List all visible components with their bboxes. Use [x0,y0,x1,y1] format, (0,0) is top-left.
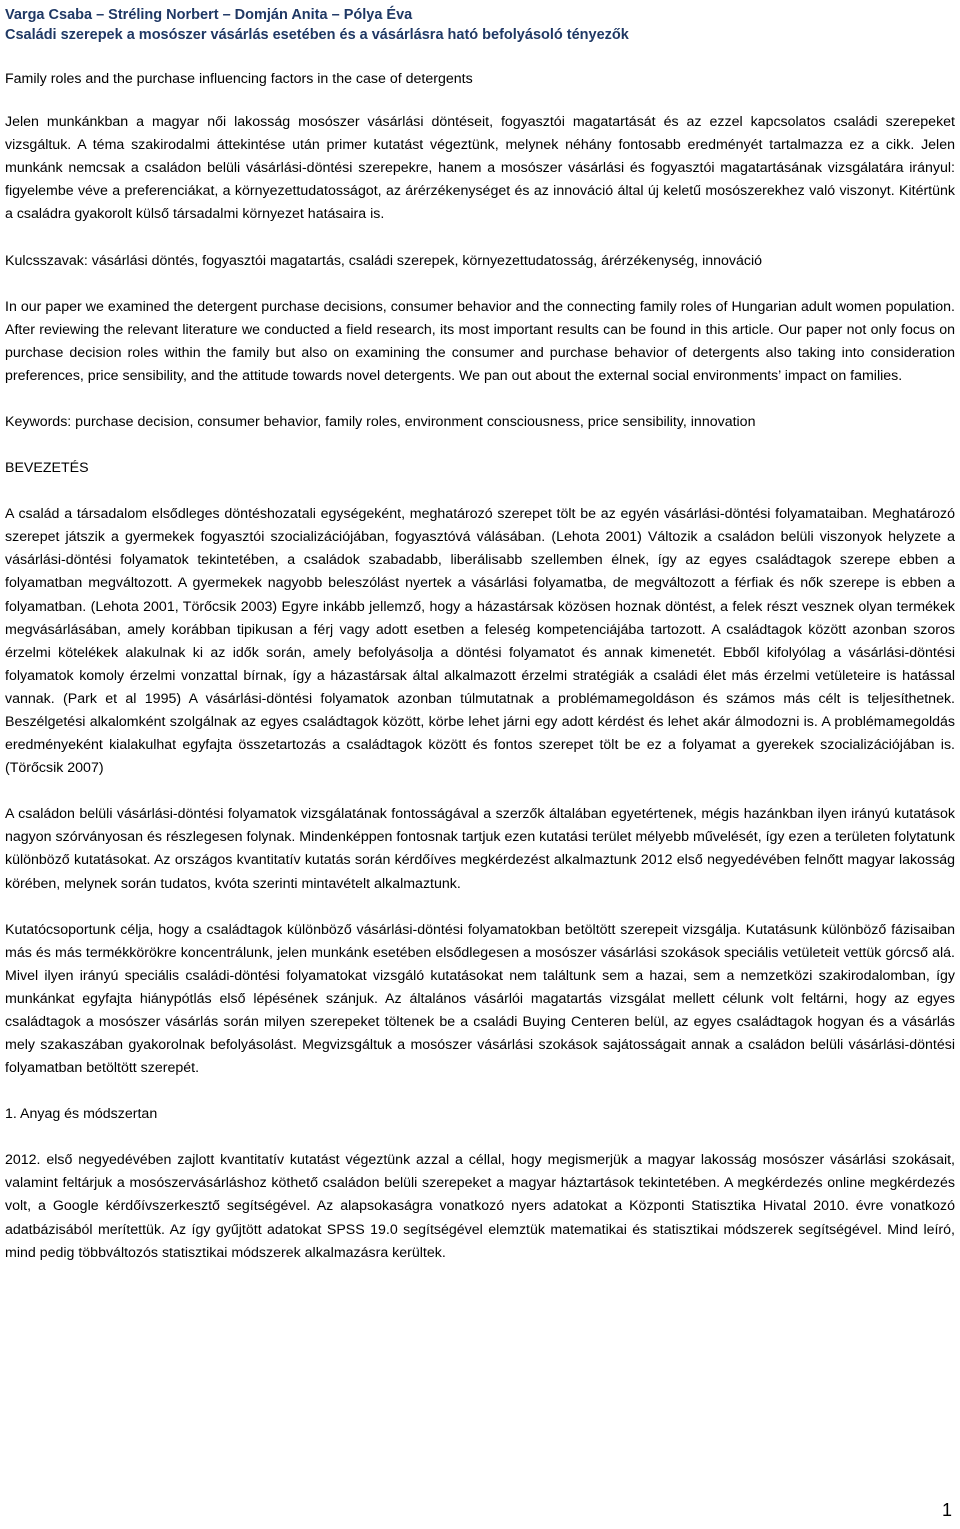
keywords-english: Keywords: purchase decision, consumer behavior, family roles, environment consciousness, price sensibility, innovation [5,414,756,431]
intro-paragraph: A családon belüli vásárlási-döntési folyamatok vizsgálatának fontosságával a szerzők általában egyetértenek, mégis hazánkban ilyen irányú kutatások nagyon szórványosan és részlegesen folynak. Mindenképpen fontosnak tartjuk ezen kutatási terület mélyebb művelését, így ezen a területen folytatunk különböző kutatásokat. Az országos kvantitatív kutatás során kérdőíves megkérdezést alkalmaztunk 2012 első negyedévében felnőtt magyar lakosság körében, melynek során tudatos, kvóta szerinti mintavételt alkalmaztunk. [5,806,955,892]
intro-paragraph: A család a társadalom elsődleges döntéshozatali egységeként, meghatározó szerepet tölt be az egyén vásárlási-döntési folyamataiban. Meghatározó szerepet játszik a gyermekek fogyasztói szocializációjában, fogyasztóvá válásában. (Lehota 2001) Változik a családon belüli viszonyok helyzete a vásárlási-döntési folyamatok tekintetében, a családok szabadabb, liberálisabb szellemben élnek, így az egyes családtagok szerepe ebben a folyamatban megváltozott. A gyermekek nagyobb beleszólást nyertek a vásárlási folyamatba, de megváltozott a férfiak és nők szerepe is ebben a folyamatban. (Lehota 2001, Törőcsik 2003) Egyre inkább jellemző, hogy a házastársak közösen hoznak döntést, a felek részt vesznek olyan termékek megvásárlásában, amely korábban tipikusan a férj vagy adott esetben a feleség kompetenciájába tartozott. A családtagok között azonban szoros érzelmi kötelékek alakulnak ki az idők során, amely befolyásolja a döntési folyamatot és annak kimenetét. Ebből kifolyólag a vásárlási-döntési folyamatok komoly érzelmi vonzattal bírnak, így a házastársak által alkalmazott érzelmi stratégiák a családi élet más érzelmi vetületeire is hatással vannak. (Park et al 1995) A vásárlási-döntési folyamatok azonban túlmutatnak a problémamegoldáson és számos más célt is teljesíthetnek. Beszélgetési alkalomként szolgálnak az egyes családtagok között, körbe lehet járni egy adott kérdést és lehet akár álmodozni is. A problémamegoldás eredményeként kialakulhat egyfajta összetartozás a családtagok között és fontos szerepet tölt be ez a folyamat a gyerekek szocializációjában is. (Törőcsik 2007) [5,506,955,777]
document-page [5,0,955,1265]
paper-title-en: Family roles and the purchase influencing factors in the case of detergents [5,71,473,87]
author-line: Varga Csaba – Stréling Norbert – Domján Anita – Pólya Éva [5,7,413,23]
section-heading-intro: BEVEZETÉS [5,460,89,477]
abstract-english: In our paper we examined the detergent purchase decisions, consumer behavior and the connecting family roles of Hungarian adult women population. After reviewing the relevant literature we conducted a field research, its most important results can be found in this article. Our paper not only focus on purchase decision roles within the family but also on examining the consumer and purchase behavior of detergents also taking into consideration preferences, price sensibility, and the attitude towards novel detergents. We pan out about the external social environments’ impact on families. [5,298,955,384]
paper-title-hu: Családi szerepek a mosószer vásárlás esetében és a vásárlásra ható befolyásoló tényezők [5,27,629,43]
keywords-hungarian: Kulcsszavak: vásárlási döntés, fogyasztói magatartás, családi szerepek, környezettudatosság, árérzékenység, innováció [5,252,763,269]
page-number: 1 [941,1500,952,1520]
abstract-hungarian: Jelen munkánkban a magyar női lakosság mosószer vásárlási döntéseit, fogyasztói magatartását és az ezzel kapcsolatos családi szerepeket vizsgáltuk. A téma szakirodalmi áttekintése után primer kutatást végeztünk, melynek néhány fontosabb eredményét tartalmazza ez a cikk. Jelen munkánk nemcsak a családon belüli vásárlási-döntési szerepekre, hanem a mosószer vásárlási és fogyasztói magatartásának vizsgálatára irányul: figyelembe véve a preferenciákat, a környezettudatosságot, az árérzékenységet és az innováció által új keletű mosószerekhez való viszonyt. Kitértünk a családra gyakorolt külső társadalmi környezet hatásaira is. [5,114,955,223]
intro-paragraph: Kutatócsoportunk célja, hogy a családtagok különböző vásárlási-döntési folyamatokban betöltött szerepeit vizsgálja. Kutatásunk különböző fázisaiban más és más termékkörökre koncentrálunk, jelen munkánk esetében elsődlegesen a mosószer vásárlási szokások speciális vetületeit vettük górcső alá. Mivel ilyen irányú speciális családi-döntési folyamatokat vizsgáló kutatásokat nem találtunk sem a hazai, sem a nemzetközi szakirodalomban, így munkánkat egyfajta hiánypótlás első lépésének szánjuk. Az általános vásárlói magatartás vizsgálat mellett célunk volt feltárni, hogy az egyes családtagok a mosószer vásárlás során milyen szerepeket töltenek be a családi Buying Centeren belül, az egyes családtagok hogyan és a vásárlás mely szakaszában gyakorolnak befolyásolást. Megvizsgáltuk a mosószer vásárlási szokások sajátosságait annak a családon belüli vásárlási-döntési folyamatban betöltött szerepét. [5,921,955,1077]
section-heading-methods: 1. Anyag és módszertan [5,1106,158,1123]
methods-paragraph: 2012. első negyedévében zajlott kvantitatív kutatást végeztünk azzal a céllal, hogy megismerjük a magyar lakosság mosószer vásárlási szokásait, valamint feltárjuk a mosószervásárláshoz köthető családon belüli szerepeket a magyar háztartások tekintetében. A megkérdezés online megkérdezés volt, a Google kérdőívszerkesztő segítségével. Az alapsokaságra vonatkozó nyers adatokat a Központi Statisztika Hivatal 2010. évre vonatkozó adatbázisából merítettük. Az így gyűjtött adatokat SPSS 19.0 segítségével elemztük matematikai és statisztikai módszerek segítségével. Mind leíró, mind pedig többváltozós statisztikai módszerek alkalmazásra kerültek. [5,1152,955,1261]
